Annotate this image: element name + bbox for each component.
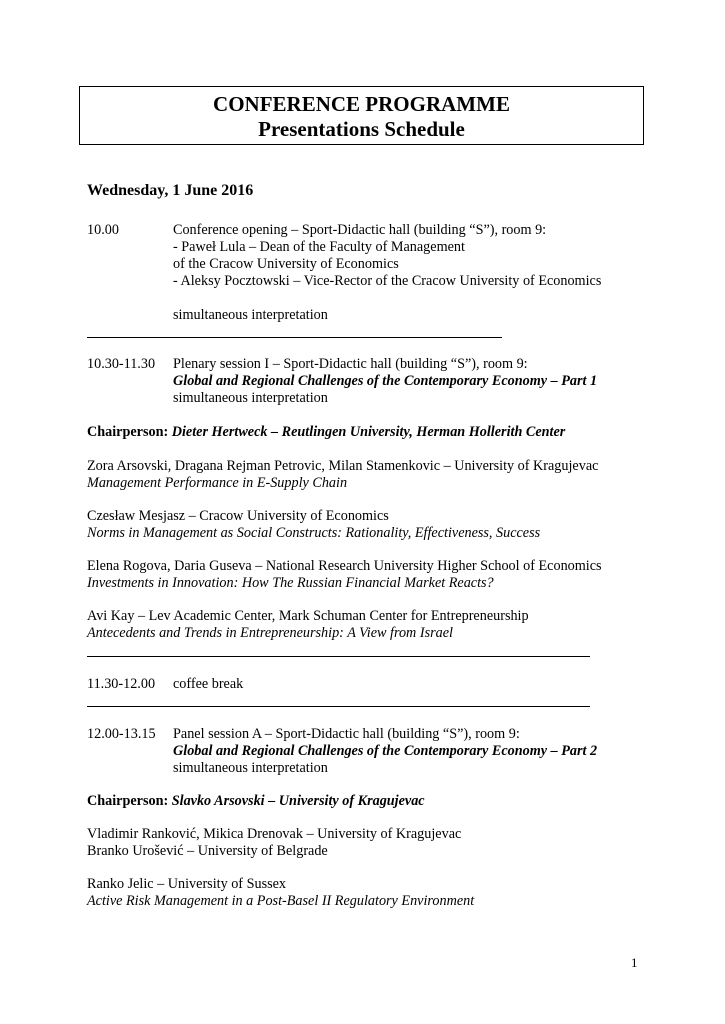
talk-authors: Ranko Jelic – University of Sussex <box>87 876 286 892</box>
opening-details <box>173 222 601 324</box>
talk-authors: Zora Arsovski, Dragana Rejman Petrovic, Milan Stamenkovic – University of Kragujevac <box>87 458 599 474</box>
plenary-line: Plenary session I – Sport-Didactic hall (building “S”), room 9: <box>173 356 528 372</box>
page-subtitle: Presentations Schedule <box>258 117 465 141</box>
day-heading: Wednesday, 1 June 2016 <box>87 182 254 199</box>
coffee-label: coffee break <box>173 676 244 692</box>
chair-name: Dieter Hertweck – Reutlingen University, Herman Hollerith Center <box>171 424 566 440</box>
chair-name: Slavko Arsovski – University of Kragujevac <box>171 793 425 809</box>
coffee-time: 11.30-12.00 <box>87 676 156 692</box>
talk <box>87 508 540 542</box>
page-title: CONFERENCE PROGRAMME <box>213 92 510 116</box>
plenary-chair <box>87 424 565 441</box>
talk-authors: Czesław Mesjasz – Cracow University of Economics <box>87 508 389 524</box>
panel-time: 12.00-13.15 <box>87 726 156 742</box>
panel-details <box>173 726 597 777</box>
divider <box>87 706 590 707</box>
talk <box>87 608 529 642</box>
opening-line: - Paweł Lula – Dean of the Faculty of Management <box>173 239 465 255</box>
plenary-time: 10.30-11.30 <box>87 356 156 372</box>
talk <box>87 558 602 592</box>
talk <box>87 876 474 910</box>
panel-note: simultaneous interpretation <box>173 760 328 776</box>
plenary-note: simultaneous interpretation <box>173 390 328 406</box>
opening-line: of the Cracow University of Economics <box>173 256 399 272</box>
panel-line: Panel session A – Sport-Didactic hall (building “S”), room 9: <box>173 726 520 742</box>
plenary-topic: Global and Regional Challenges of the Contemporary Economy – Part 1 <box>173 373 598 389</box>
opening-note: simultaneous interpretation <box>173 307 328 323</box>
talk-title: Management Performance in E-Supply Chain <box>87 475 348 491</box>
divider <box>87 337 502 338</box>
opening-line: - Aleksy Pocztowski – Vice-Rector of the Cracow University of Economics <box>173 273 602 289</box>
talk <box>87 826 461 860</box>
talk-title: Norms in Management as Social Constructs: Rationality, Effectiveness, Success <box>87 525 541 541</box>
page-number: 1 <box>631 955 638 970</box>
opening-line: Conference opening – Sport-Didactic hall (building “S”), room 9: <box>173 222 547 238</box>
panel-chair <box>87 793 425 810</box>
plenary-details <box>173 356 597 407</box>
chair-label: Chairperson: <box>87 793 169 809</box>
talk-authors: Vladimir Ranković, Mikica Drenovak – University of Kragujevac <box>87 826 462 842</box>
chair-label: Chairperson: <box>87 424 169 440</box>
opening-time: 10.00 <box>87 222 119 238</box>
talk <box>87 458 598 492</box>
panel-topic: Global and Regional Challenges of the Contemporary Economy – Part 2 <box>173 743 598 759</box>
talk-title: Antecedents and Trends in Entrepreneurship: A View from Israel <box>87 625 453 641</box>
talk-authors: Elena Rogova, Daria Guseva – National Research University Higher School of Economics <box>87 558 602 574</box>
talk-title: Active Risk Management in a Post-Basel II Regulatory Environment <box>87 893 475 909</box>
talk-authors: Avi Kay – Lev Academic Center, Mark Schuman Center for Entrepreneurship <box>87 608 529 624</box>
talk-title: Investments in Innovation: How The Russian Financial Market Reacts? <box>87 575 494 591</box>
divider <box>87 656 590 657</box>
title-box <box>79 86 644 145</box>
talk-authors: Branko Urošević – University of Belgrade <box>87 843 328 859</box>
